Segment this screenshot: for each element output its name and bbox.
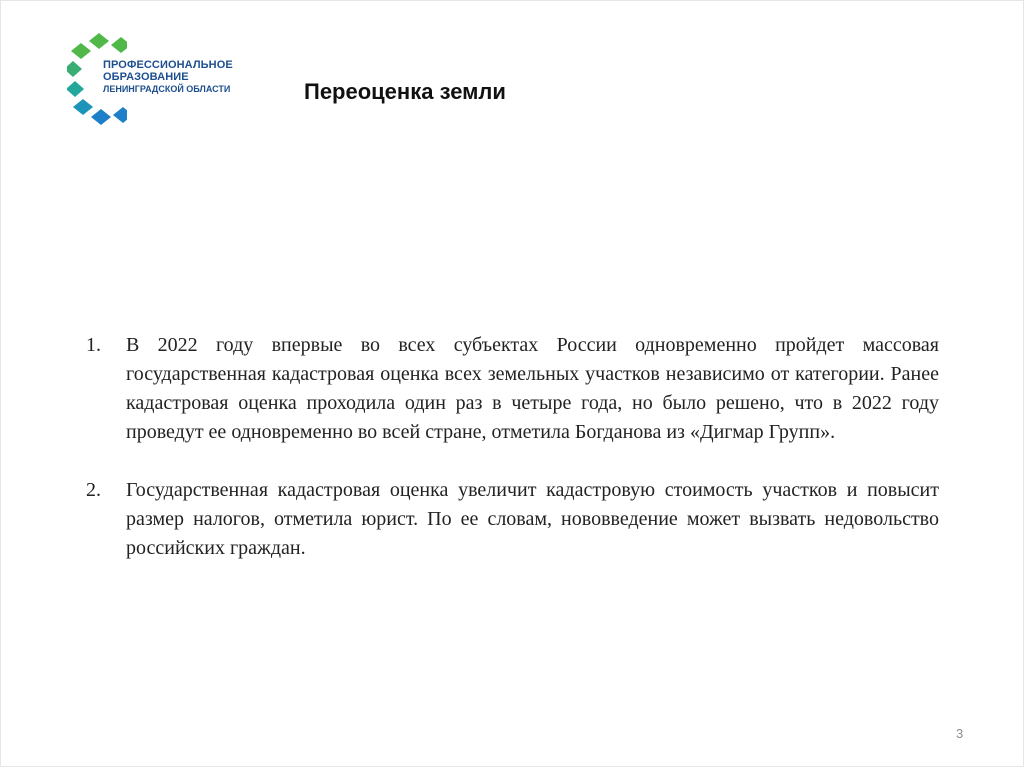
slide-title: Переоценка земли xyxy=(304,79,506,104)
list-item xyxy=(81,476,939,563)
list-item-text: Государственная кадастровая оценка увеличит кадастровую стоимость участков и повысит размер налогов, отметила юрист. По ее словам, нововведение может вызвать недовольство российских граждан. xyxy=(126,479,939,559)
logo xyxy=(67,31,267,131)
logo-line-1: ПРОФЕССИОНАЛЬНОЕ xyxy=(103,59,233,71)
page-number: 3 xyxy=(956,726,964,741)
list-item-text: В 2022 году впервые во всех субъектах России одновременно пройдет массовая государственная кадастровая оценка всех земельных участков независимо от категории. Ранее кадастровая оценка проходила один раз в четыре года, но было решено, что в 2022 году проведут ее одновременно во всей стране, отметила Богданова из «Дигмар Групп». xyxy=(126,334,939,443)
list-item-number: 1. xyxy=(86,334,101,356)
list-item-number: 2. xyxy=(86,479,101,501)
logo-text xyxy=(103,59,233,95)
list-item xyxy=(81,331,939,447)
content-list xyxy=(81,331,939,592)
logo-line-2: ОБРАЗОВАНИЕ xyxy=(103,71,189,83)
logo-line-3: ЛЕНИНГРАДСКОЙ ОБЛАСТИ xyxy=(103,84,231,94)
